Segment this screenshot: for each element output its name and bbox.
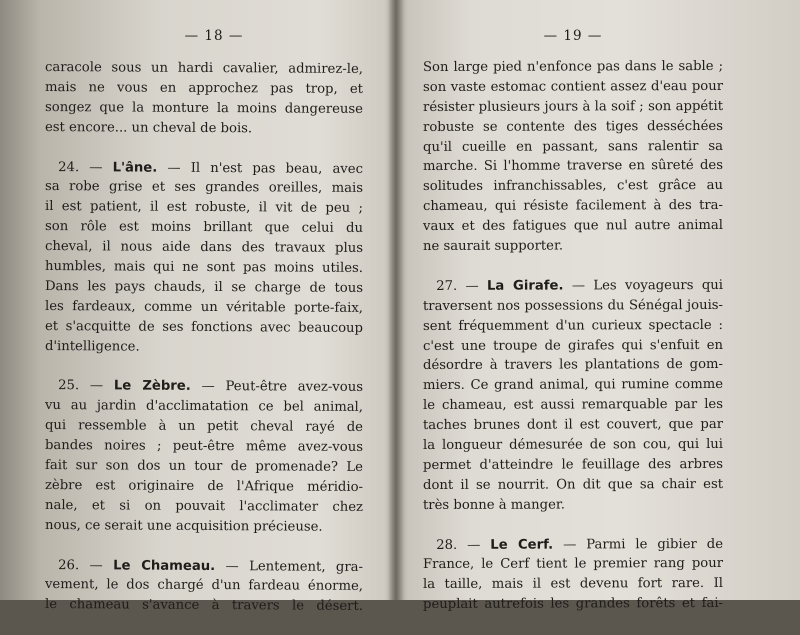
paragraph-heading-line (45, 376, 363, 398)
left-page-text (45, 58, 363, 635)
paragraph-first-line-text: — Les voyageurs qui (571, 277, 724, 294)
text-line: désordre à travers les plantations de gom- (422, 357, 724, 374)
paragraph-first-line-text: — Parmi le gibier de (563, 536, 724, 553)
text-line: taches brunes dont il est couvert, que par (422, 417, 724, 434)
paragraph-number: 27. — (436, 278, 479, 294)
text-line: sa robe grise et ses grandes oreilles, mais (44, 179, 364, 197)
paragraph-title: La Girafe. (486, 278, 564, 294)
text-line: mais ne vous en approchez pas trop, et (44, 79, 364, 97)
text-line: nale, et si on pouvait l'acclimater chez (44, 497, 364, 515)
text-line: Son large pied n'enfonce pas dans le sable ; (422, 58, 724, 75)
text-line: robuste se contente des tiges desséchées (422, 118, 724, 135)
text-line: vu au jardin d'acclimatation ce bel animal, (44, 398, 364, 416)
text-line: solitudes infranchissables, c'est grâce au (422, 178, 724, 195)
paragraph-title: L'âne. (112, 159, 158, 176)
text-line: bandes noires ; peut-être même avez-vous (44, 438, 364, 456)
text-line: la longueur démesurée de son cou, qui lui (422, 436, 724, 454)
paragraph-title: Le Chameau. (113, 558, 216, 574)
text-line: les fardeaux, comme un véritable porte-faix, (44, 298, 364, 316)
text-line: zèbre est originaire de l'Afrique méridio- (44, 477, 364, 495)
text-line: songez que la monture la moins dangereuse (44, 99, 364, 117)
text-line: d'intelligence. (44, 338, 140, 355)
left-page-number: — 18 — (184, 28, 244, 44)
paragraph-number: 28. — (436, 537, 481, 553)
text-line: vement, le dos chargé d'un fardeau énorme, (44, 577, 364, 595)
paragraph-number: 25. — (58, 378, 104, 394)
text-line: et s'acquitte de ses fonctions avec beaucoup (44, 318, 364, 336)
text-line: son vaste estomac contient assez d'eau pour (422, 78, 724, 95)
paragraph-first-line-text: — Il n'est pas beau, avec (167, 160, 364, 177)
text-line: ne saurait supporter. (422, 238, 564, 255)
text-line: peuplait autrefois les grandes forêts et fai- (422, 596, 724, 613)
right-page-text (423, 58, 723, 635)
right-page-number: — 19 — (543, 28, 603, 44)
paragraph-heading-line (423, 276, 723, 297)
text-line: son rôle est moins brillant que celui du (44, 219, 364, 237)
paragraph-25-zebre (45, 376, 363, 535)
text-line: le chameau s'avance à travers le désert. (44, 597, 364, 615)
paragraph-26-chameau (45, 556, 363, 616)
paragraph-title: Le Cerf. (490, 537, 554, 553)
text-line: dont il se nourrit. On dit que sa chair est (422, 476, 724, 493)
paragraph-number: 26. — (58, 557, 103, 573)
right-paragraph-continuation (423, 58, 723, 257)
paragraph-heading-line (45, 556, 363, 578)
text-line: la taille, mais il est devenu fort rare. Il (422, 576, 724, 593)
text-line: il est patient, il est robuste, il vit de peu ; (44, 199, 364, 217)
book-spine (388, 0, 404, 600)
left-page (44, 0, 364, 615)
text-line: traversent nos possessions du Sénégal jouis- (422, 297, 724, 314)
paragraph-first-line-text: — Peut-être avez-vous (201, 379, 364, 396)
text-line: humbles, mais qui ne sont pas moins utiles. (44, 259, 364, 276)
paragraph-heading-line (423, 535, 723, 556)
text-line: permet d'atteindre le feuillage des arbres (422, 456, 724, 473)
text-line: vaux et des fatigues que nul autre animal (422, 218, 724, 235)
paragraph-heading-line (45, 158, 363, 180)
text-line: très bonne à manger. (422, 497, 565, 513)
text-line: qu'il cueille en passant, sans ralentir sa (422, 138, 724, 155)
paragraph-title: Le Zèbre. (113, 378, 191, 395)
text-line: sent fréquemment d'un curieux spectacle : (422, 317, 724, 334)
left-paragraph-continuation (45, 58, 363, 138)
text-line: fait sur son dos un tour de promenade? Le (44, 458, 364, 475)
text-line: le chameau, est aussi remarquable par les (422, 397, 724, 414)
text-line: qui ressemble à un petit cheval rayé de (44, 418, 364, 436)
text-line: cheval, il nous aide dans des travaux plus (44, 239, 364, 257)
right-page (422, 0, 724, 613)
paragraph-first-line-text: — Lentement, gra- (225, 558, 364, 575)
text-line: c'est une troupe de girafes qui s'enfuit en (422, 337, 724, 354)
paragraph-27-girafe (423, 277, 723, 516)
text-line: chameau, qui résiste facilement à des tra- (422, 198, 724, 215)
paragraph-24-ane (45, 158, 363, 357)
text-line: miers. Ce grand animal, qui rumine comme (422, 377, 724, 394)
text-line: France, le Cerf tient le premier rang pour (422, 556, 724, 573)
text-line: résister plusieurs jours à la soif ; son appétit (422, 98, 724, 115)
text-line: marche. Si l'homme traverse en sûreté des (422, 158, 724, 175)
text-line: Dans les pays chauds, il se charge de tous (44, 278, 364, 296)
paragraph-number: 24. — (58, 159, 103, 175)
text-line: est encore... un cheval de bois. (44, 119, 253, 136)
text-line: caracole sous un hardi cavalier, admirez-le, (44, 60, 364, 77)
paragraph-28-cerf (423, 536, 723, 616)
text-line: nous, ce serait une acquisition précieuse. (44, 517, 323, 535)
